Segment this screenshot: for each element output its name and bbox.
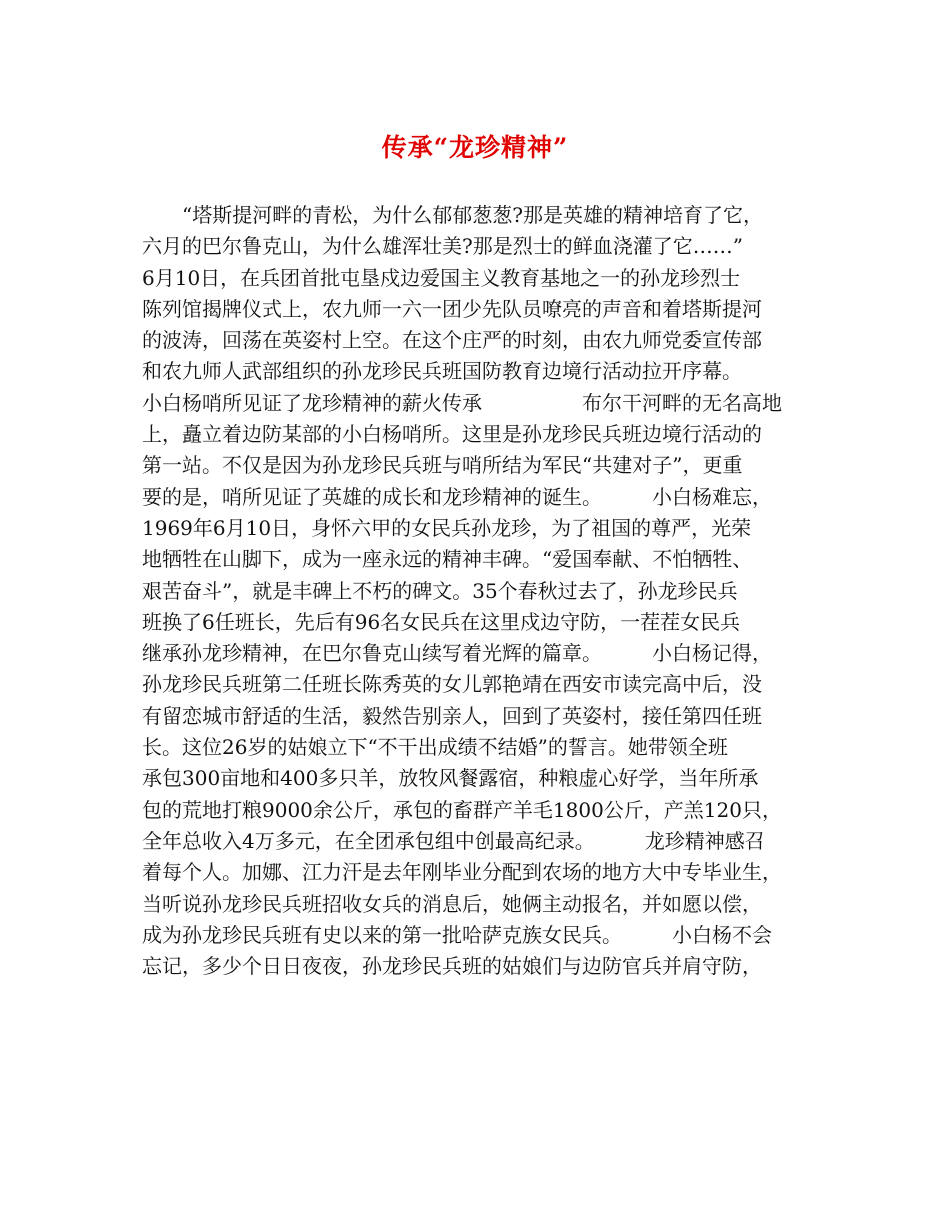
text-line: 第一站。不仅是因为孙龙珍民兵班与哨所结为军民“共建对子”，更重 <box>142 453 743 478</box>
text-line: 地牺牲在山脚下，成为一座永远的精神丰碑。“爱国奉献、不怕牺牲、 <box>142 547 753 572</box>
text-line: 六月的巴尔鲁克山，为什么雄浑壮美?那是烈士的鲜血浇灌了它……” <box>142 234 743 259</box>
text-line: 1969年6月10日，身怀六甲的女民兵孙龙珍，为了祖国的尊严，光荣 <box>142 515 752 540</box>
text-line: 班换了6任班长，先后有96名女民兵在这里戍边守防，一茬茬女民兵 <box>142 609 741 634</box>
text-line: “塔斯提河畔的青松，为什么郁郁葱葱?那是英雄的精神培育了它， <box>142 203 763 227</box>
text-line: 陈列馆揭牌仪式上，农九师一六一团少先队员嘹亮的声音和着塔斯提河 <box>142 296 762 321</box>
text-line: 继承孙龙珍精神，在巴尔鲁克山续写着光辉的篇章。 小白杨记得， <box>142 641 772 666</box>
text-line: 6月10日，在兵团首批屯垦戍边爱国主义教育基地之一的孙龙珍烈士 <box>142 265 741 290</box>
document-title: 传承“龙珍精神” <box>381 133 569 162</box>
text-line: 当听说孙龙珍民兵班招收女兵的消息后，她俩主动报名，并如愿以偿， <box>142 891 762 916</box>
text-line: 要的是，哨所见证了英雄的成长和龙珍精神的诞生。 小白杨难忘， <box>142 484 772 509</box>
text-line: 艰苦奋斗”，就是丰碑上不朽的碑文。35个春秋过去了，孙龙珍民兵 <box>142 578 738 603</box>
text-line: 和农九师人武部组织的孙龙珍民兵班国防教育边境行活动拉开序幕。 <box>142 359 742 384</box>
text-line: 着每个人。加娜、江力汗是去年刚毕业分配到农场的地方大中专毕业生， <box>142 860 782 885</box>
text-line: 承包300亩地和400多只羊，放牧风餐露宿，种粮虚心好学，当年所承 <box>142 766 759 791</box>
text-line: 忘记，多少个日日夜夜，孙龙珍民兵班的姑娘们与边防官兵并肩守防， <box>142 954 762 979</box>
text-line: 长。这位26岁的姑娘立下“不干出成绩不结婚”的誓言。她带领全班 <box>142 735 728 760</box>
text-line: 上，矗立着边防某部的小白杨哨所。这里是孙龙珍民兵班边境行活动的 <box>142 422 762 447</box>
text-line: 成为孙龙珍民兵班有史以来的第一批哈萨克族女民兵。 小白杨不会 <box>142 922 772 947</box>
document-body <box>142 200 832 982</box>
text-line: 的波涛，回荡在英姿村上空。在这个庄严的时刻，由农九师党委宣传部 <box>142 328 762 353</box>
text-line: 孙龙珍民兵班第二任班长陈秀英的女儿郭艳靖在西安市读完高中后，没 <box>142 672 762 697</box>
text-line: 有留恋城市舒适的生活，毅然告别亲人，回到了英姿村，接任第四任班 <box>142 703 762 728</box>
text-line: 小白杨哨所见证了龙珍精神的薪火传承 布尔干河畔的无名高地 <box>142 390 782 415</box>
text-line: 包的荒地打粮9000余公斤，承包的畜群产羊毛1800公斤，产羔120只， <box>142 797 782 822</box>
text-line: 全年总收入4万多元，在全团承包组中创最高纪录。 龙珍精神感召 <box>142 828 765 853</box>
